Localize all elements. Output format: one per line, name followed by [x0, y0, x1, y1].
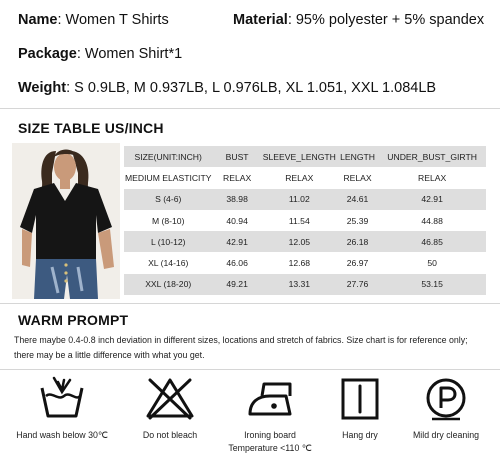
size-table — [124, 146, 486, 295]
table-row — [124, 231, 486, 252]
package-spec — [18, 46, 182, 62]
table-header-cell: UNDER_BUST_GIRTH — [378, 146, 486, 167]
table-cell: RELAX — [212, 167, 261, 188]
table-cell: 26.97 — [337, 252, 378, 273]
table-cell: 12.68 — [262, 252, 337, 273]
dry-clean-icon — [420, 376, 472, 427]
package-label: Package — [18, 46, 77, 62]
table-cell: RELAX — [378, 167, 486, 188]
table-cell: M (8-10) — [124, 210, 212, 231]
table-cell: 46.85 — [378, 231, 486, 252]
table-cell: 27.76 — [337, 274, 378, 295]
package-value: : Women Shirt*1 — [76, 46, 183, 62]
size-table-title: SIZE TABLE US/INCH — [18, 120, 164, 136]
table-cell: 24.61 — [337, 189, 378, 210]
care-item-hang-dry — [312, 376, 408, 466]
table-cell: MEDIUM ELASTICITY — [124, 167, 212, 188]
table-cell: 42.91 — [212, 231, 261, 252]
table-cell: RELAX — [337, 167, 378, 188]
table-cell: 25.39 — [337, 210, 378, 231]
care-item-hand-wash — [12, 376, 112, 466]
table-cell: L (10-12) — [124, 231, 212, 252]
name-label: Name — [18, 12, 58, 28]
table-cell: 42.91 — [378, 189, 486, 210]
table-cell: XXL (18-20) — [124, 274, 212, 295]
divider — [0, 303, 500, 304]
name-value: : Women T Shirts — [57, 12, 169, 28]
table-cell: XL (14-16) — [124, 252, 212, 273]
table-row — [124, 274, 486, 295]
warm-prompt-line: there may be a little difference with what you get. — [14, 350, 205, 360]
table-cell: 11.54 — [262, 210, 337, 231]
table-header-cell: BUST — [212, 146, 261, 167]
table-cell: RELAX — [262, 167, 337, 188]
table-header-cell: SIZE(UNIT:INCH) — [124, 146, 212, 167]
table-cell: 53.15 — [378, 274, 486, 295]
model-photo — [12, 143, 120, 299]
care-item-dry-clean — [396, 376, 496, 466]
table-cell: S (4-6) — [124, 189, 212, 210]
table-header-cell: LENGTH — [337, 146, 378, 167]
hand-wash-icon — [36, 376, 88, 427]
material-spec — [233, 12, 484, 28]
care-label: Hand wash below 30℃ — [16, 430, 108, 440]
table-row — [124, 252, 486, 273]
care-item-ironing — [220, 376, 320, 466]
table-row — [124, 189, 486, 210]
table-cell: 40.94 — [212, 210, 261, 231]
table-cell: 38.98 — [212, 189, 261, 210]
table-header-cell: SLEEVE_LENGTH — [262, 146, 337, 167]
table-cell: 11.02 — [262, 189, 337, 210]
table-row — [124, 210, 486, 231]
warm-prompt-title: WARM PROMPT — [18, 312, 129, 328]
iron-icon — [244, 376, 296, 427]
care-item-no-bleach — [120, 376, 220, 466]
table-cell: 12.05 — [262, 231, 337, 252]
care-label: Ironing board — [244, 430, 296, 440]
care-label: Hang dry — [342, 430, 378, 440]
table-cell: 46.06 — [212, 252, 261, 273]
table-cell: 13.31 — [262, 274, 337, 295]
weight-label: Weight — [18, 80, 67, 96]
do-not-bleach-icon — [144, 376, 196, 427]
table-cell: 50 — [378, 252, 486, 273]
table-cell: 49.21 — [212, 274, 261, 295]
care-label-temperature: Temperature <110 ℃ — [228, 443, 312, 453]
warm-prompt-line: There maybe 0.4-0.8 inch deviation in different sizes, locations and stretch of fabrics. Size chart is for reference only; — [14, 335, 468, 345]
material-label: Material — [233, 12, 288, 28]
table-cell: 44.88 — [378, 210, 486, 231]
table-row — [124, 167, 486, 188]
weight-value: : S 0.9LB, M 0.937LB, L 0.976LB, XL 1.051, XXL 1.084LB — [66, 80, 437, 96]
care-label: Mild dry cleaning — [412, 430, 479, 440]
divider — [0, 108, 500, 109]
hang-dry-icon — [334, 376, 386, 427]
divider — [0, 369, 500, 370]
care-label: Do not bleach — [142, 430, 198, 440]
warm-prompt-text — [14, 333, 492, 363]
name-spec — [18, 12, 169, 28]
table-cell: 26.18 — [337, 231, 378, 252]
table-header-row — [124, 146, 486, 167]
material-value: : 95% polyester + 5% spandex — [287, 12, 485, 28]
weight-spec — [18, 80, 436, 96]
